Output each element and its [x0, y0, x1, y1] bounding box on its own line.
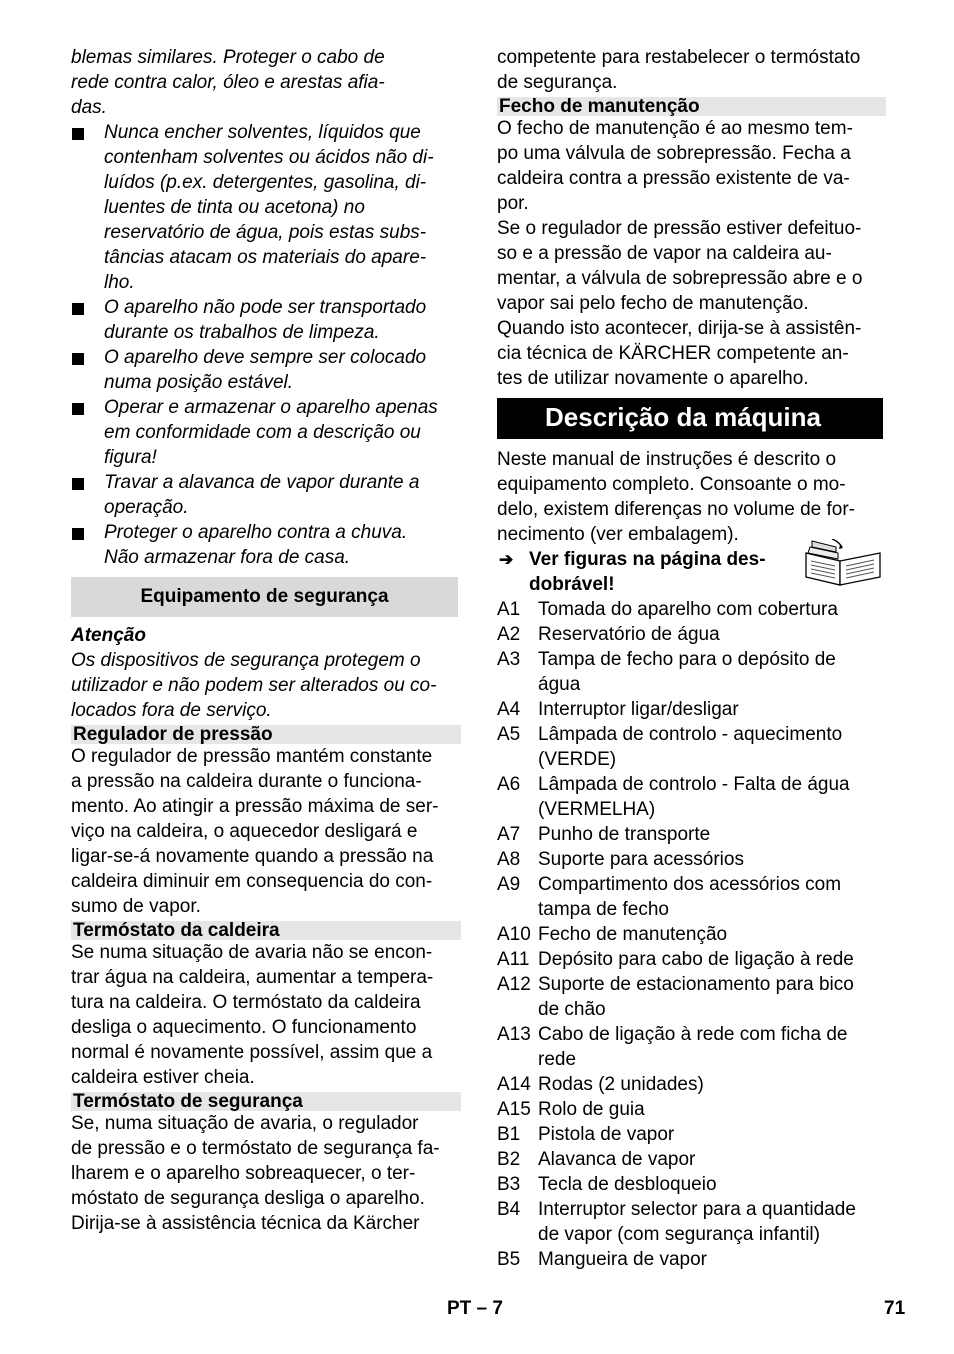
component-item	[497, 772, 886, 822]
component-code: A10	[497, 924, 531, 945]
component-code: A11	[497, 949, 530, 970]
square-bullet-icon	[72, 528, 84, 540]
component-item	[497, 972, 886, 1022]
bullet-text: Travar a alavanca de vapor durante a operação.	[104, 472, 420, 518]
component-item	[497, 697, 886, 722]
bullet-list	[71, 120, 461, 570]
component-code: A1	[497, 599, 521, 620]
component-item	[497, 1197, 886, 1247]
section-title: Descrição da máquina	[497, 398, 883, 439]
component-item	[497, 1122, 886, 1147]
component-label: Cabo de ligação à rede com ficha de rede	[538, 1024, 848, 1070]
bullet-item	[71, 120, 461, 295]
bullet-text: Nunca encher solventes, líquidos que contenham solventes ou ácidos não di- luídos (p.ex. detergentes, gasolina, di- luentes de tinta ou acetona) no reservatório de água, pois estas subs- tâncias atacam os materiais do apare- lho.	[104, 122, 434, 293]
intro-text: blemas similares. Proteger o cabo de rede contra calor, óleo e arestas afia- das.	[71, 47, 385, 118]
bullet-text: Operar e armazenar o aparelho apenas em conformidade com a descrição ou figura!	[104, 397, 438, 468]
component-item	[497, 1097, 886, 1122]
component-label: Mangueira de vapor	[538, 1249, 707, 1270]
component-item	[497, 822, 886, 847]
bullet-text: Proteger o aparelho contra a chuva. Não armazenar fora de casa.	[104, 522, 408, 568]
figure-reference-text: Ver figuras na página des- dobrável!	[529, 549, 766, 595]
component-item	[497, 1072, 886, 1097]
bullet-text: O aparelho deve sempre ser colocado numa posição estável.	[104, 347, 427, 393]
component-item	[497, 847, 886, 872]
component-code: B4	[497, 1199, 521, 1220]
bullet-item	[71, 345, 461, 395]
component-code: A4	[497, 699, 521, 720]
component-item	[497, 647, 886, 697]
component-code: A14	[497, 1074, 531, 1095]
pressure-regulator-heading: Regulador de pressão	[71, 725, 461, 744]
component-label: Alavanca de vapor	[538, 1149, 696, 1170]
component-item	[497, 722, 886, 772]
component-item	[497, 597, 886, 622]
bullet-text: O aparelho não pode ser transportado durante os trabalhos de limpeza.	[104, 297, 427, 343]
component-label: Fecho de manutenção	[538, 924, 728, 945]
component-label: Pistola de vapor	[538, 1124, 675, 1145]
component-label: Interruptor selector para a quantidade de vapor (com segurança infantil)	[538, 1199, 856, 1245]
component-label: Reservatório de água	[538, 624, 720, 645]
component-label: Depósito para cabo de ligação à rede	[538, 949, 854, 970]
component-code: A6	[497, 774, 521, 795]
attention-text: Os dispositivos de segurança protegem o utilizador e não podem ser alterados ou co- locados fora de serviço.	[71, 650, 437, 721]
bullet-item	[71, 295, 461, 345]
arrow-right-icon: ➔	[499, 550, 514, 569]
component-label: Tampa de fecho para o depósito de água	[538, 649, 836, 695]
left-column	[71, 45, 461, 1236]
component-item	[497, 1172, 886, 1197]
component-item	[497, 922, 886, 947]
component-code: A7	[497, 824, 521, 845]
component-item	[497, 1247, 886, 1272]
component-item	[497, 872, 886, 922]
component-label: Tomada do aparelho com cobertura	[538, 599, 838, 620]
square-bullet-icon	[72, 403, 84, 415]
safety-thermostat-text: Se, numa situação de avaria, o regulador de pressão e o termóstato de segurança fa- lharem e o aparelho sobreaquecer, o ter- móstato de segurança desliga o aparelho. Dirija-se à assistência técnica da Kärcher	[71, 1113, 440, 1234]
description-text: Neste manual de instruções é descrito o equipamento completo. Consoante o mo- delo, existem diferenças no volume de for- necimento (ver embalagem).	[497, 449, 856, 545]
component-code: A2	[497, 624, 521, 645]
component-code: A13	[497, 1024, 531, 1045]
page-label: PT – 7	[447, 1298, 503, 1319]
component-label: Rodas (2 unidades)	[538, 1074, 704, 1095]
bullet-item	[71, 395, 461, 470]
component-label: Suporte para acessórios	[538, 849, 744, 870]
component-label: Punho de transporte	[538, 824, 711, 845]
component-item	[497, 947, 886, 972]
boiler-thermostat-heading: Termóstato da caldeira	[71, 921, 461, 940]
maintenance-lock-heading: Fecho de manutenção	[497, 97, 886, 116]
component-item	[497, 1147, 886, 1172]
continued-text: competente para restabelecer o termóstato de segurança.	[497, 47, 861, 93]
component-code: B3	[497, 1174, 521, 1195]
component-code: A15	[497, 1099, 531, 1120]
square-bullet-icon	[72, 478, 84, 490]
square-bullet-icon	[72, 353, 84, 365]
component-item	[497, 622, 886, 647]
component-label: Lâmpada de controlo - aquecimento (VERDE)	[538, 724, 843, 770]
figure-reference	[497, 547, 886, 597]
bullet-item	[71, 520, 461, 570]
attention-label: Atenção	[71, 625, 146, 646]
component-code: A5	[497, 724, 521, 745]
component-label: Lâmpada de controlo - Falta de água (VERMELHA)	[538, 774, 850, 820]
component-label: Rolo de guia	[538, 1099, 645, 1120]
component-code: B5	[497, 1249, 521, 1270]
book-icon	[802, 539, 884, 587]
component-code: A8	[497, 849, 521, 870]
component-code: B2	[497, 1149, 521, 1170]
component-label: Suporte de estacionamento para bico de chão	[538, 974, 854, 1020]
maintenance-lock-text: O fecho de manutenção é ao mesmo tem- po uma válvula de sobrepressão. Fecha a caldeira contra a pressão existente de va- por. Se o regulador de pressão estiver defeituo- so e a pressão de vapor na caldeira au- mentar, a válvula de sobrepressão abre e o vapor sai pelo fecho de manutenção. Quando isto acontecer, dirija-se à assistên- cia técnica de KÄRCHER competente an- tes de utilizar novamente o aparelho.	[497, 118, 863, 389]
safety-thermostat-heading: Termóstato de segurança	[71, 1092, 461, 1111]
component-label: Interruptor ligar/desligar	[538, 699, 739, 720]
page-number: 71	[884, 1298, 906, 1319]
boiler-thermostat-text: Se numa situação de avaria não se encon- trar água na caldeira, aumentar a tempera- tura na caldeira. O termóstato da caldeira desliga o aquecimento. O funcionamento normal é novamente possível, assim que a caldeira estiver cheia.	[71, 942, 434, 1088]
component-item	[497, 1022, 886, 1072]
safety-equipment-heading: Equipamento de segurança	[71, 577, 458, 617]
component-code: A3	[497, 649, 521, 670]
square-bullet-icon	[72, 303, 84, 315]
bullet-item	[71, 470, 461, 520]
component-code: B1	[497, 1124, 521, 1145]
pressure-regulator-text: O regulador de pressão mantém constante a pressão na caldeira durante o funciona- mento. Ao atingir a pressão máxima de ser- viço na caldeira, o aquecedor desligará e ligar-se-á novamente quando a pressão na caldeira diminuir em consequencia do con- sumo de vapor.	[71, 746, 439, 917]
component-code: A9	[497, 874, 521, 895]
right-column	[497, 45, 886, 1272]
component-label: Compartimento dos acessórios com tampa de fecho	[538, 874, 842, 920]
component-label: Tecla de desbloqueio	[538, 1174, 717, 1195]
component-code: A12	[497, 974, 531, 995]
square-bullet-icon	[72, 128, 84, 140]
component-list	[497, 597, 886, 1272]
